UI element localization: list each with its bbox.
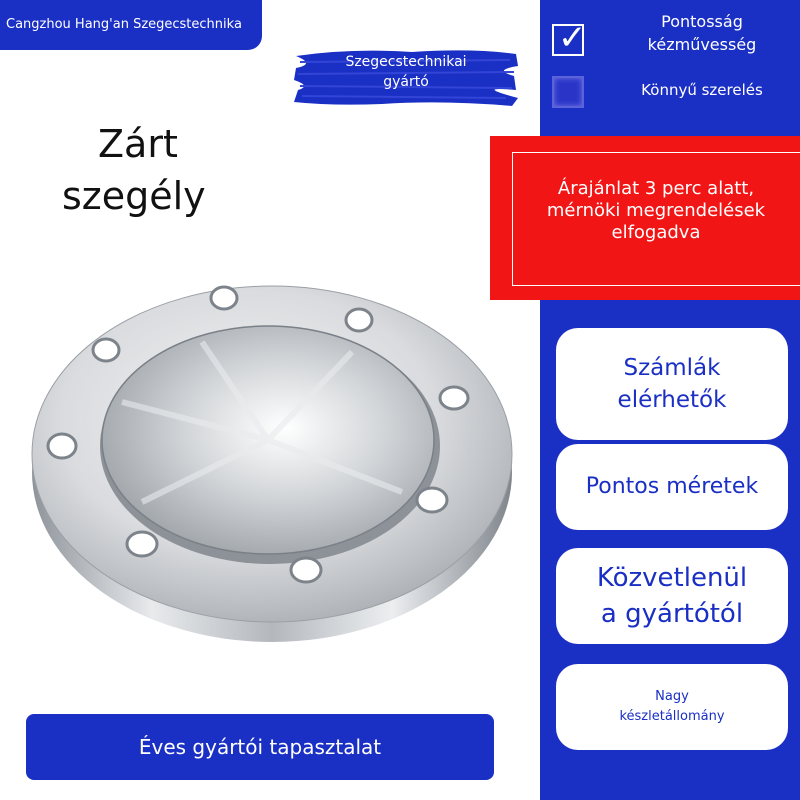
- product-title-line1: Zárt: [98, 122, 178, 166]
- card-invoices: [556, 328, 788, 440]
- manufacturer-badge-line2: gyártó: [383, 74, 429, 90]
- card-direct-line1: Közvetlenül: [596, 563, 748, 593]
- quote-line3: elfogadva: [611, 222, 701, 243]
- card-large-stock: [556, 664, 788, 750]
- card-large-stock-line2: készletállomány: [619, 709, 725, 724]
- blind-flange-icon: [22, 262, 522, 642]
- feature-precision-line2: kézművesség: [647, 35, 757, 54]
- card-large-stock-line1: Nagy: [655, 689, 689, 704]
- manufacturer-badge: [292, 52, 520, 92]
- feature-easy-install: [552, 74, 800, 110]
- checkbox-unchecked-icon: [552, 76, 584, 108]
- card-direct-line2: a gyártótól: [600, 599, 744, 629]
- feature-precision: [552, 8, 800, 64]
- quote-banner-text: [512, 178, 800, 244]
- card-accurate-sizes: [556, 444, 788, 530]
- card-accurate-sizes-label: Pontos méretek: [585, 474, 759, 499]
- feature-precision-line1: Pontosság: [661, 12, 743, 31]
- card-direct-from-factory: [556, 548, 788, 644]
- card-invoices-line1: Számlák: [623, 355, 721, 381]
- product-title: [62, 118, 206, 222]
- manufacturer-badge-line1: Szegecstechnikai: [345, 54, 467, 70]
- brand-name: Cangzhou Hang'an Szegecstechnika: [0, 0, 262, 50]
- quote-line2: mérnöki megrendelések: [546, 200, 766, 221]
- quote-line1: Árajánlat 3 perc alatt,: [557, 178, 755, 199]
- product-title-line2: szegély: [62, 174, 206, 218]
- checkbox-checked-icon: ✓: [552, 24, 584, 56]
- experience-banner: Éves gyártói tapasztalat: [26, 714, 494, 780]
- feature-easy-install-label: Könnyű szerelés: [641, 81, 763, 99]
- feature-precision-label: [604, 10, 800, 56]
- card-invoices-line2: elérhetők: [617, 387, 727, 413]
